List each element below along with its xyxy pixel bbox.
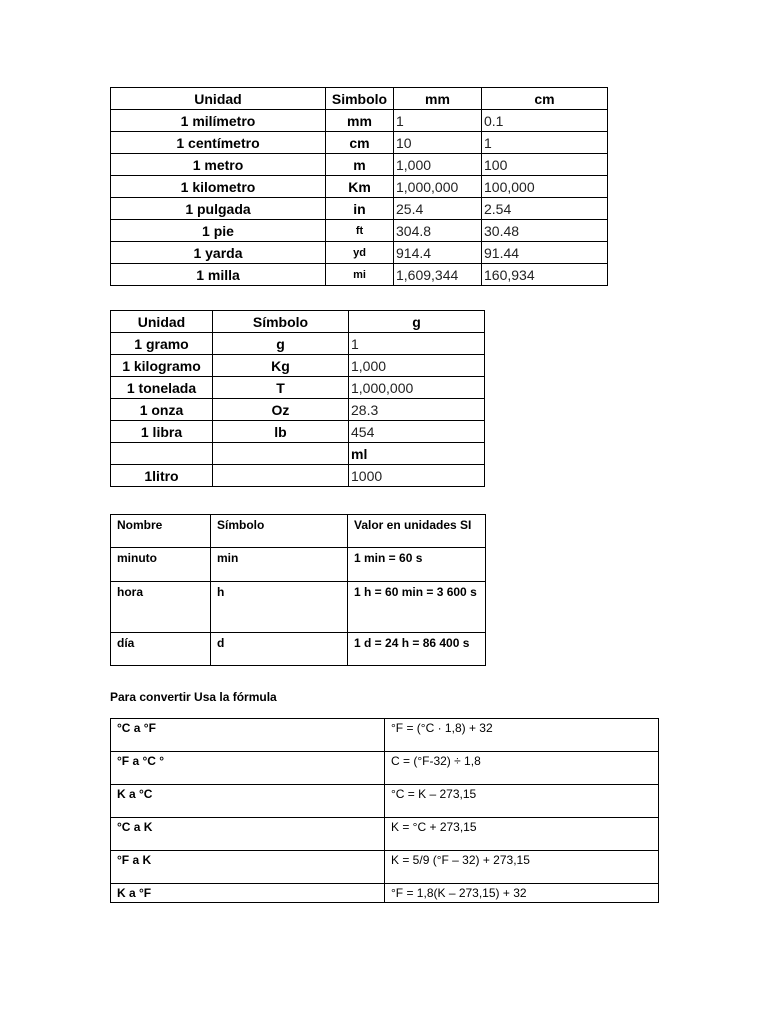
formula-cell: C = (°F-32) ÷ 1,8 — [385, 752, 659, 785]
cm-cell: 30.48 — [482, 220, 608, 242]
unit-cell: 1 centímetro — [111, 132, 326, 154]
value-cell: 1,000 — [349, 355, 485, 377]
unit-cell: 1 milímetro — [111, 110, 326, 132]
header-cell: Simbolo — [326, 88, 394, 110]
mm-cell: 1,000,000 — [394, 176, 482, 198]
unit-cell: 1 libra — [111, 421, 213, 443]
conversion-cell: K a °C — [111, 785, 385, 818]
mm-cell: 10 — [394, 132, 482, 154]
unit-cell: 1 tonelada — [111, 377, 213, 399]
header-cell: Unidad — [111, 88, 326, 110]
symbol-cell: h — [211, 582, 348, 633]
table-row — [111, 220, 608, 242]
formula-cell: °C = K – 273,15 — [385, 785, 659, 818]
symbol-cell — [213, 465, 349, 487]
value-cell: 1 — [349, 333, 485, 355]
table-header-row — [111, 88, 608, 110]
table-row — [111, 399, 485, 421]
table-row — [111, 242, 608, 264]
symbol-cell: T — [213, 377, 349, 399]
header-cell: Unidad — [111, 311, 213, 333]
symbol-cell: Km — [326, 176, 394, 198]
table-row — [111, 355, 485, 377]
symbol-cell: lb — [213, 421, 349, 443]
table-row — [111, 154, 608, 176]
formula-cell: K = °C + 273,15 — [385, 818, 659, 851]
conversion-cell: °F a °C ° — [111, 752, 385, 785]
cm-cell: 160,934 — [482, 264, 608, 286]
header-cell: Símbolo — [211, 515, 348, 548]
table-row — [111, 465, 485, 487]
table-row — [111, 719, 659, 752]
conversion-cell: K a °F — [111, 884, 385, 903]
symbol-cell: Kg — [213, 355, 349, 377]
unit-cell: 1 onza — [111, 399, 213, 421]
value-cell: 1,000,000 — [349, 377, 485, 399]
unit-cell: 1 kilometro — [111, 176, 326, 198]
table-header-row — [111, 311, 485, 333]
formula-cell: °F = 1,8(K – 273,15) + 32 — [385, 884, 659, 903]
symbol-cell: mi — [326, 264, 394, 286]
symbol-cell: in — [326, 198, 394, 220]
table-row — [111, 884, 659, 903]
table-header-row — [111, 515, 486, 548]
conversion-cell: °C a K — [111, 818, 385, 851]
mm-cell: 1,609,344 — [394, 264, 482, 286]
length-table — [110, 87, 608, 286]
unit-cell: 1 kilogramo — [111, 355, 213, 377]
mm-cell: 1 — [394, 110, 482, 132]
conversion-cell: °F a K — [111, 851, 385, 884]
name-cell: minuto — [111, 548, 211, 582]
table-row — [111, 176, 608, 198]
table-row — [111, 752, 659, 785]
symbol-cell: d — [211, 633, 348, 666]
mass-table — [110, 310, 485, 487]
symbol-cell: mm — [326, 110, 394, 132]
table-row — [111, 818, 659, 851]
mm-cell: 304.8 — [394, 220, 482, 242]
unit-cell: 1 pulgada — [111, 198, 326, 220]
header-cell: Valor en unidades SI — [348, 515, 486, 548]
table-row — [111, 110, 608, 132]
symbol-cell: cm — [326, 132, 394, 154]
unit-cell: 1 metro — [111, 154, 326, 176]
unit-cell: 1 pie — [111, 220, 326, 242]
symbol-cell: ft — [326, 220, 394, 242]
table-row — [111, 264, 608, 286]
unit-cell: 1 milla — [111, 264, 326, 286]
cm-cell: 0.1 — [482, 110, 608, 132]
table-row — [111, 851, 659, 884]
table-row — [111, 198, 608, 220]
mm-cell: 1,000 — [394, 154, 482, 176]
symbol-cell: m — [326, 154, 394, 176]
value-cell: 1000 — [349, 465, 485, 487]
name-cell: hora — [111, 582, 211, 633]
temperature-table — [110, 718, 659, 903]
table-row — [111, 633, 486, 666]
value-cell: 1 d = 24 h = 86 400 s — [348, 633, 486, 666]
formula-cell: °F = (°C · 1,8) + 32 — [385, 719, 659, 752]
header-cell: Nombre — [111, 515, 211, 548]
time-table — [110, 514, 486, 666]
value-cell: 1 min = 60 s — [348, 548, 486, 582]
conversion-title: Para convertir Usa la fórmula — [110, 690, 277, 704]
value-cell: 454 — [349, 421, 485, 443]
unit-cell — [111, 443, 213, 465]
cm-cell: 91.44 — [482, 242, 608, 264]
cm-cell: 100 — [482, 154, 608, 176]
cm-cell: 2.54 — [482, 198, 608, 220]
value-cell: 1 h = 60 min = 3 600 s — [348, 582, 486, 633]
symbol-cell: Oz — [213, 399, 349, 421]
header-cell: Símbolo — [213, 311, 349, 333]
header-cell: g — [349, 311, 485, 333]
table-row — [111, 443, 485, 465]
table-row — [111, 421, 485, 443]
cm-cell: 1 — [482, 132, 608, 154]
symbol-cell — [213, 443, 349, 465]
table-row — [111, 548, 486, 582]
formula-cell: K = 5/9 (°F – 32) + 273,15 — [385, 851, 659, 884]
symbol-cell: yd — [326, 242, 394, 264]
header-cell: mm — [394, 88, 482, 110]
name-cell: día — [111, 633, 211, 666]
table-row — [111, 377, 485, 399]
value-cell: 28.3 — [349, 399, 485, 421]
symbol-cell: min — [211, 548, 348, 582]
unit-cell: 1litro — [111, 465, 213, 487]
header-cell: cm — [482, 88, 608, 110]
mm-cell: 25.4 — [394, 198, 482, 220]
table-row — [111, 333, 485, 355]
table-row — [111, 132, 608, 154]
unit-cell: 1 gramo — [111, 333, 213, 355]
unit-cell: 1 yarda — [111, 242, 326, 264]
cm-cell: 100,000 — [482, 176, 608, 198]
value-cell: ml — [349, 443, 485, 465]
table-row — [111, 785, 659, 818]
conversion-cell: °C a °F — [111, 719, 385, 752]
mm-cell: 914.4 — [394, 242, 482, 264]
symbol-cell: g — [213, 333, 349, 355]
table-row — [111, 582, 486, 633]
